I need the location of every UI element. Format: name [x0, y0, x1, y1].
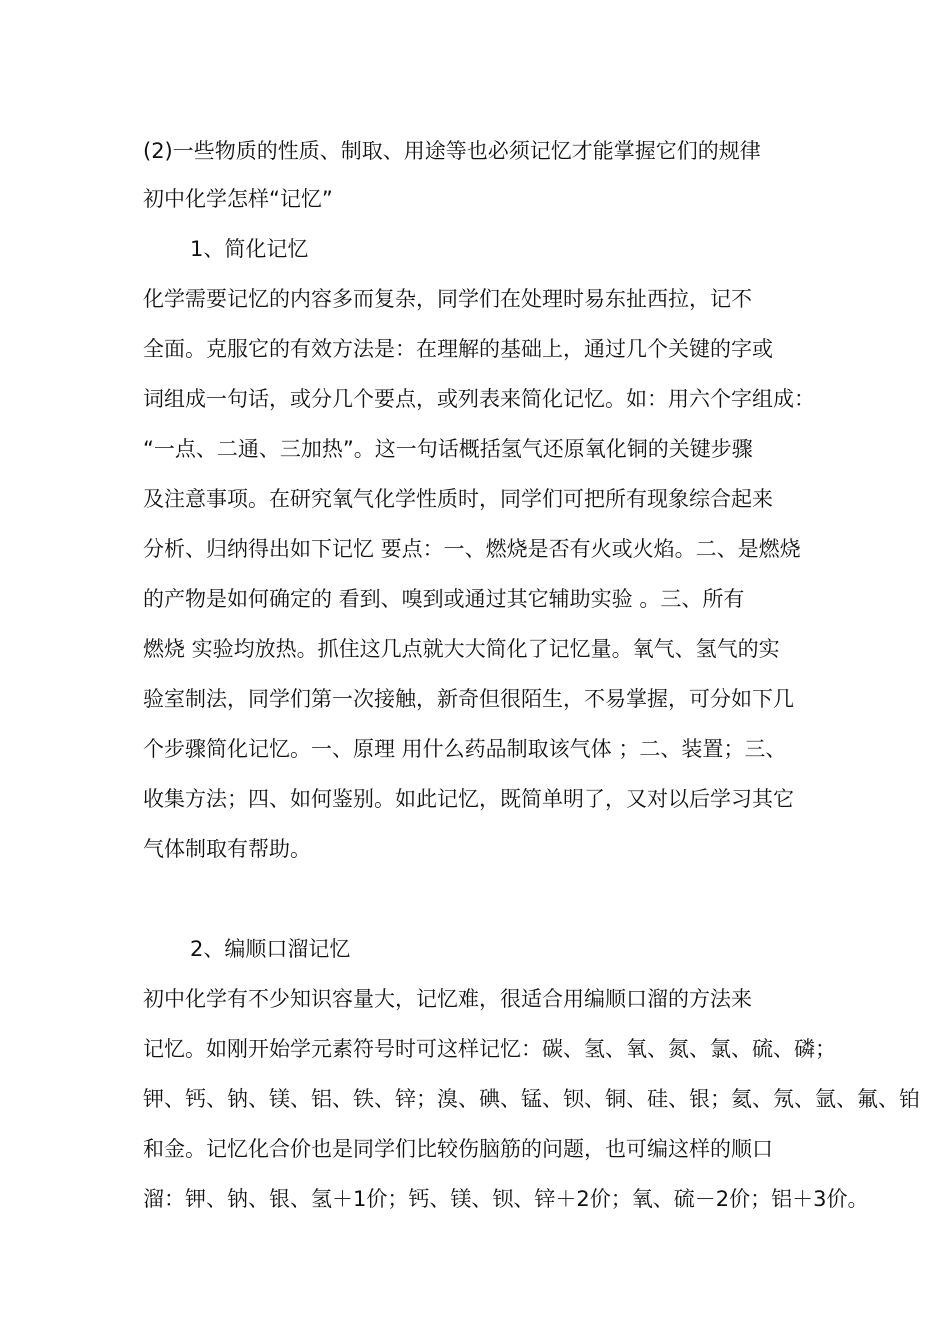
text-line: 全面。克服它的有效方法是：在理解的基础上，通过几个关键的字或 [143, 337, 773, 361]
text-line: 验室制法，同学们第一次接触，新奇但很陌生，不易掌握，可分如下几 [143, 687, 794, 711]
section-title: 初中化学怎样“记忆” [143, 187, 333, 211]
text-line: 记忆。如刚开始学元素符号时可这样记忆：碳、氢、氧、氮、氯、硫、磷； [143, 1037, 836, 1061]
text-line: 的产物是如何确定的 看到、嗅到或通过其它辅助实验 。三、所有 [143, 587, 745, 611]
text-line: “一点、二通、三加热”。这一句话概括氢气还原氧化铜的关键步骤 [143, 437, 753, 461]
subsection-heading-2: 2、编顺口溜记忆 [190, 937, 351, 961]
text-line: 气体制取有帮助。 [143, 837, 311, 861]
text-line: 和金。记忆化合价也是同学们比较伤脑筋的问题，也可编这样的顺口 [143, 1137, 773, 1161]
text-line: 个步骤简化记忆。一、原理 用什么药品制取该气体 ；二、装置；三、 [143, 737, 787, 761]
text-line: 化学需要记忆的内容多而复杂，同学们在处理时易东扯西拉，记不 [143, 287, 752, 311]
text-line: 溜：钾、钠、银、氢＋1价；钙、镁、钡、锌＋2价；氧、硫－2价；铝＋3价。 [143, 1187, 869, 1211]
subsection-heading-1: 1、简化记忆 [190, 237, 309, 261]
text-line: 燃烧 实验均放热。抓住这几点就大大简化了记忆量。氧气、氢气的实 [143, 637, 780, 661]
text-line: 词组成一句话，或分几个要点，或列表来简化记忆。如：用六个字组成： [143, 387, 815, 411]
text-line: 分析、归纳得出如下记忆 要点：一、燃烧是否有火或火焰。二、是燃烧 [143, 537, 801, 561]
text-line: 钾、钙、钠、镁、铝、铁、锌；溴、碘、锰、钡、铜、硅、银；氦、氖、氩、氟、铂 [143, 1087, 920, 1111]
text-line: 收集方法；四、如何鉴别。如此记忆，既简单明了，又对以后学习其它 [143, 787, 794, 811]
text-line: 初中化学有不少知识容量大，记忆难，很适合用编顺口溜的方法来 [143, 987, 752, 1011]
text-line: 及注意事项。在研究氧气化学性质时，同学们可把所有现象综合起来 [143, 487, 773, 511]
text-line: (2)一些物质的性质、制取、用途等也必须记忆才能掌握它们的规律 [143, 139, 761, 163]
